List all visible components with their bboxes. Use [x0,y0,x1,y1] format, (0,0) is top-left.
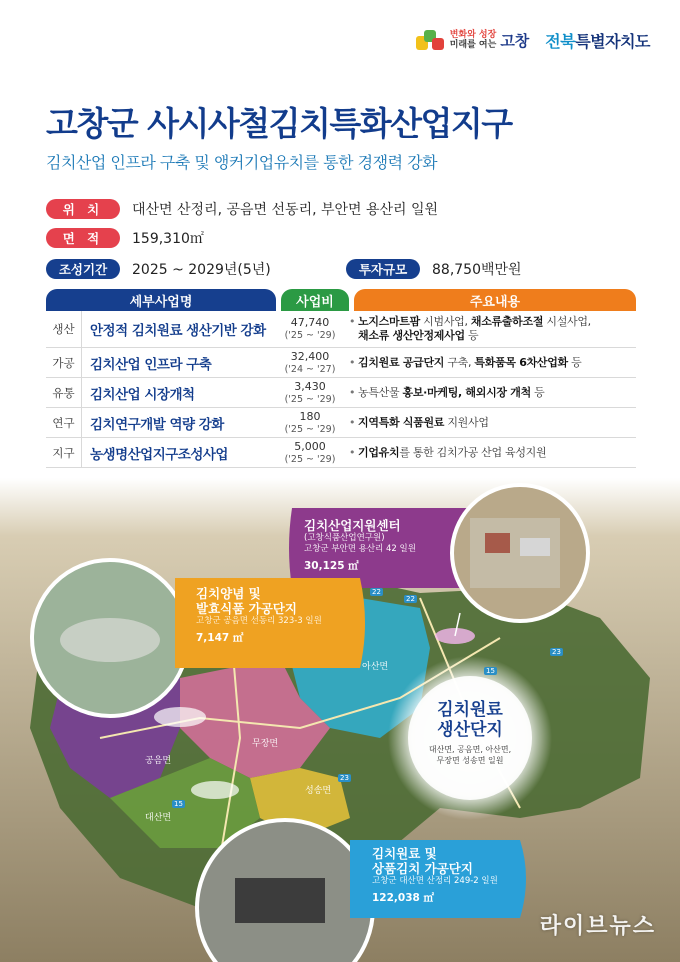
location-label: 위 치 [46,199,120,219]
table-row [46,438,636,468]
marker-processing [191,781,239,799]
callout-complex-title1: 김치원료 [437,700,503,720]
region-label-asan: 아산면 [362,662,389,672]
row-budget: 32,400 ('24 ~ '27) [284,349,336,375]
road-shield: 22 [406,595,415,603]
area-value: 159,310㎡ [132,231,204,247]
gochang-logo [416,28,530,52]
header-logos [416,28,650,52]
row-content: • 기업유치를 통한 김치가공 산업 육성지원 [344,446,636,460]
row-category: 가공 [46,348,82,377]
callout-processing-title2: 상품김치 가공단지 [372,861,473,876]
invest-value: 88,750백만원 [432,262,522,278]
row-category: 유통 [46,378,82,407]
row-project-name: 김치연구개발 역량 강화 [90,416,224,433]
row-content: • 김치원료 공급단지 구축, 특화품목 6차산업화 등 [344,356,636,370]
row-project-name: 김치산업 시장개척 [90,386,195,403]
region-label-mujang: 무장면 [252,739,279,749]
callout-processing-title1: 김치원료 및 [372,846,437,861]
row-budget: 3,430 ('25 ~ '29) [284,379,336,405]
region-label-seongsong: 성송면 [305,786,332,796]
area-label: 면 적 [46,228,120,248]
callout-ferment [196,586,322,645]
location-value: 대산면 산정리, 공음면 선동리, 부안면 용산리 일원 [132,202,439,218]
header-budget: 사업비 [281,289,349,311]
row-category: 지구 [46,438,82,467]
callout-ferment-sub: 고창군 공음면 선동리 323-3 일원 [196,616,322,626]
callout-center-sub1: (고창식품산업연구원) [304,533,385,543]
header-project-name: 세부사업명 [46,289,276,311]
row-content: • 지역특화 식품원료 지원사업 [344,416,636,430]
row-category: 생산 [46,311,82,347]
callout-processing-area: 122,038 ㎡ [372,892,434,904]
gochang-logo-small-1: 변화와 성장 [449,30,497,40]
info-area [46,228,204,248]
table-header [46,289,636,311]
callout-complex [408,700,532,766]
road-shield: 23 [552,648,561,656]
callout-center-title: 김치산업지원센터 [304,518,401,533]
callout-ferment-title2: 발효식품 가공단지 [196,601,297,616]
row-budget: 180 ('25 ~ '29) [284,409,336,435]
callout-center-area: 30,125 ㎡ [304,560,359,572]
photo-ferment-building [60,618,160,662]
road-shield: 22 [372,588,381,596]
callout-ferment-title1: 김치양념 및 [196,586,261,601]
project-table [46,289,636,468]
callout-processing-sub: 고창군 대산면 산정리 249-2 일원 [372,876,498,886]
info-invest [346,259,522,279]
table-row [46,311,636,348]
road-shield: 23 [340,774,349,782]
period-value: 2025 ~ 2029년(5년) [132,262,271,278]
row-budget: 5,000 ('25 ~ '29) [284,439,336,465]
table-row [46,378,636,408]
gochang-logo-small-2: 미래를 여는 [449,40,497,50]
row-content: • 농특산물 홍보·마케팅, 해외시장 개척 등 [344,386,636,400]
callout-support-center [304,518,416,573]
info-location [46,199,438,219]
page-title: 고창군 사시사철김치특화산업지구 [46,104,512,143]
row-project-name: 김치산업 인프라 구축 [90,356,212,373]
row-project-name: 농생명산업지구조성사업 [90,446,228,463]
header-content: 주요내용 [354,289,636,311]
row-project-name: 안정적 김치원료 생산기반 강화 [90,323,266,339]
callout-center-sub2: 고창군 부안면 용산리 42 일원 [304,544,416,554]
callout-ferment-area: 7,147 ㎡ [196,632,244,644]
callout-complex-title2: 생산단지 [437,720,503,740]
invest-label: 투자규모 [346,259,420,279]
info-period [46,259,271,279]
region-label-daesan: 대산면 [145,813,172,823]
gochang-logo-icon [416,28,446,52]
jeonbuk-logo: 전북특별자치도 [545,31,650,51]
photo-center-building [485,533,510,553]
row-content: • 노지스마트팜 시범사업, 채소류출하조절 시설사업, 채소류 생산안정제사업 등 [344,315,636,343]
watermark: 라이브뉴스 [539,914,656,939]
row-category: 연구 [46,408,82,437]
row-budget: 47,740 ('25 ~ '29) [284,316,336,341]
callout-complex-sub1: 대산면, 공음면, 아산면, [428,745,512,754]
period-label: 조성기간 [46,259,120,279]
gochang-logo-text: 고창 [500,31,530,50]
marker-ferment [154,707,206,727]
table-row [46,348,636,378]
road-shield: 15 [174,800,183,808]
table-row [46,408,636,438]
region-map [0,478,680,962]
road-shield: 15 [486,667,495,675]
callout-processing [372,846,498,905]
photo-processing-building [235,878,325,923]
photo-center-building [520,538,550,556]
callout-complex-sub2: 무장면 성송면 일원 [436,756,504,765]
region-label-gongeum: 공음면 [145,756,172,766]
page-subtitle: 김치산업 인프라 구축 및 앵커기업유치를 통한 경쟁력 강화 [46,153,438,172]
